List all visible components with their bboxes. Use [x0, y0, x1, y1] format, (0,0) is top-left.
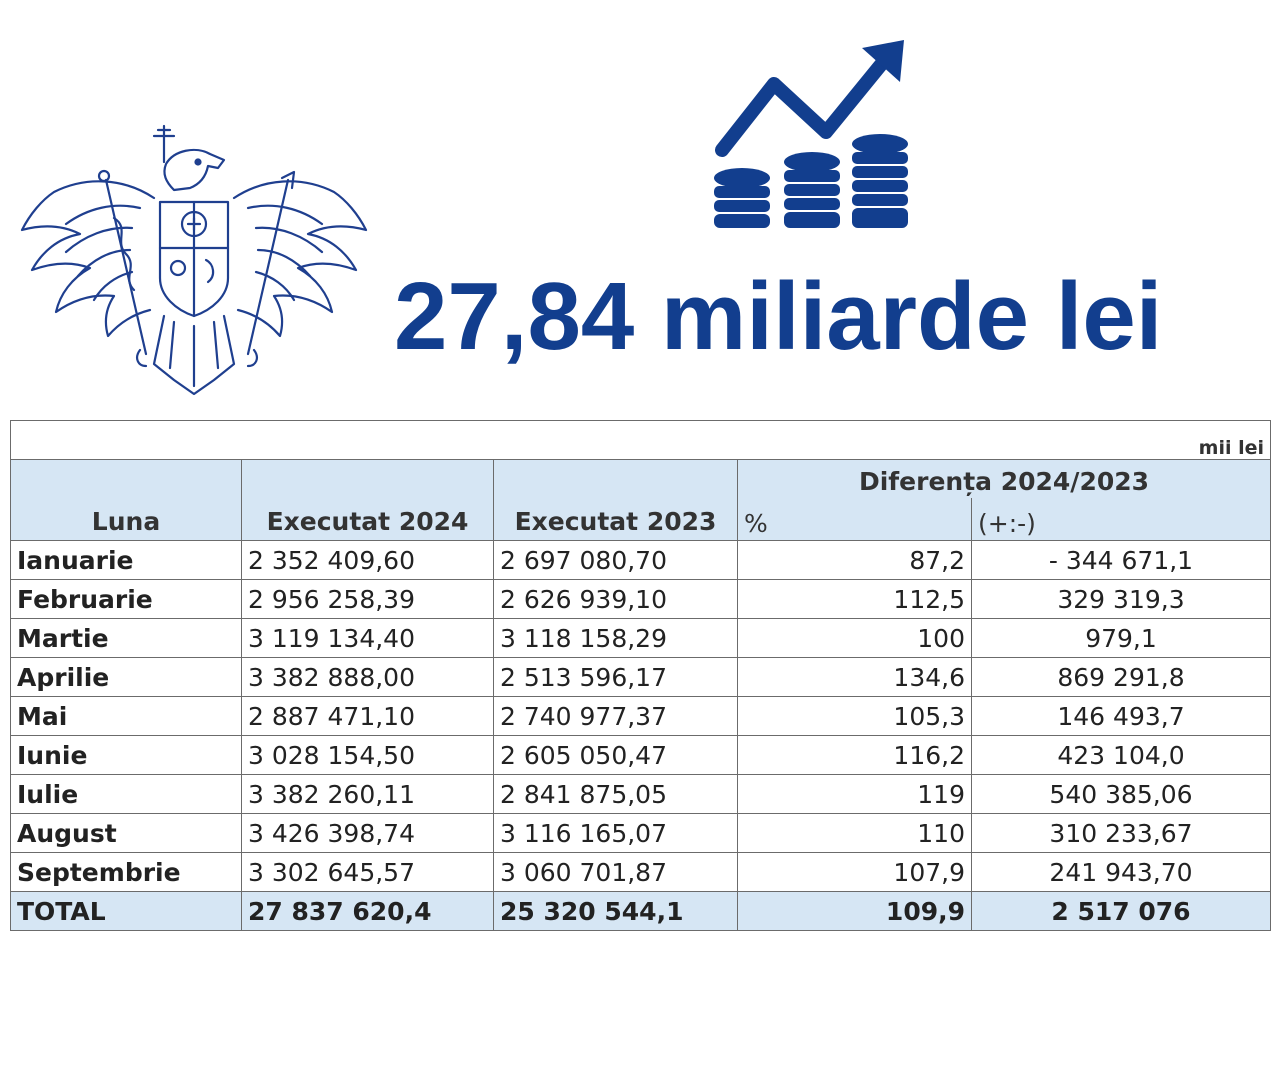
- month-cell: Iulie: [11, 775, 242, 814]
- headline-total: 27,84 miliarde lei: [394, 263, 1163, 370]
- difference-cell: 329 319,3: [972, 580, 1271, 619]
- executed-2023-cell: 3 118 158,29: [494, 619, 738, 658]
- executed-2024-cell: 3 119 134,40: [242, 619, 494, 658]
- total-percent: 109,9: [738, 892, 972, 931]
- executed-2023-cell: 2 513 596,17: [494, 658, 738, 697]
- table-row: [11, 736, 1271, 775]
- month-cell: Aprilie: [11, 658, 242, 697]
- table-row: [11, 658, 1271, 697]
- table-row: [11, 697, 1271, 736]
- percent-cell: 107,9: [738, 853, 972, 892]
- total-label: TOTAL: [11, 892, 242, 931]
- executed-2024-cell: 3 426 398,74: [242, 814, 494, 853]
- total-row: [11, 892, 1271, 931]
- difference-cell: 423 104,0: [972, 736, 1271, 775]
- executed-2023-cell: 2 697 080,70: [494, 541, 738, 580]
- executed-2024-cell: 3 382 260,11: [242, 775, 494, 814]
- month-cell: Februarie: [11, 580, 242, 619]
- percent-cell: 105,3: [738, 697, 972, 736]
- total-executed-2023: 25 320 544,1: [494, 892, 738, 931]
- difference-cell: 146 493,7: [972, 697, 1271, 736]
- total-executed-2024: 27 837 620,4: [242, 892, 494, 931]
- executed-2024-cell: 2 887 471,10: [242, 697, 494, 736]
- difference-cell: 241 943,70: [972, 853, 1271, 892]
- percent-cell: 112,5: [738, 580, 972, 619]
- header-month: Luna: [11, 460, 242, 541]
- coins-growth-arrow-icon: [708, 38, 912, 238]
- header-difference: Diferența 2024/2023: [738, 460, 1271, 499]
- table-row: [11, 619, 1271, 658]
- month-cell: Mai: [11, 697, 242, 736]
- percent-cell: 119: [738, 775, 972, 814]
- percent-cell: 87,2: [738, 541, 972, 580]
- month-cell: August: [11, 814, 242, 853]
- header-executed-2024: Executat 2024: [242, 460, 494, 541]
- executed-2023-cell: 3 116 165,07: [494, 814, 738, 853]
- month-cell: Iunie: [11, 736, 242, 775]
- percent-cell: 110: [738, 814, 972, 853]
- month-cell: Ianuarie: [11, 541, 242, 580]
- budget-execution-table: [10, 420, 1271, 931]
- header-percent: %: [738, 498, 972, 541]
- total-difference: 2 517 076: [972, 892, 1271, 931]
- month-cell: Septembrie: [11, 853, 242, 892]
- executed-2023-cell: 2 841 875,05: [494, 775, 738, 814]
- percent-cell: 100: [738, 619, 972, 658]
- table-row: [11, 541, 1271, 580]
- table-row: [11, 814, 1271, 853]
- executed-2023-cell: 2 626 939,10: [494, 580, 738, 619]
- executed-2023-cell: 3 060 701,87: [494, 853, 738, 892]
- executed-2024-cell: 3 302 645,57: [242, 853, 494, 892]
- header-plus-minus: (+:-): [972, 498, 1271, 541]
- table-row: [11, 853, 1271, 892]
- executed-2023-cell: 2 740 977,37: [494, 697, 738, 736]
- header-row: [11, 460, 1271, 499]
- executed-2024-cell: 2 956 258,39: [242, 580, 494, 619]
- difference-cell: 869 291,8: [972, 658, 1271, 697]
- difference-cell: 540 385,06: [972, 775, 1271, 814]
- difference-cell: 979,1: [972, 619, 1271, 658]
- units-label: mii lei: [11, 421, 1271, 460]
- moldova-coat-of-arms-icon: [14, 118, 374, 408]
- percent-cell: 134,6: [738, 658, 972, 697]
- percent-cell: 116,2: [738, 736, 972, 775]
- difference-cell: - 344 671,1: [972, 541, 1271, 580]
- units-row: [11, 421, 1271, 460]
- executed-2023-cell: 2 605 050,47: [494, 736, 738, 775]
- month-cell: Martie: [11, 619, 242, 658]
- executed-2024-cell: 2 352 409,60: [242, 541, 494, 580]
- difference-cell: 310 233,67: [972, 814, 1271, 853]
- header-executed-2023: Executat 2023: [494, 460, 738, 541]
- table-row: [11, 775, 1271, 814]
- executed-2024-cell: 3 382 888,00: [242, 658, 494, 697]
- executed-2024-cell: 3 028 154,50: [242, 736, 494, 775]
- table-row: [11, 580, 1271, 619]
